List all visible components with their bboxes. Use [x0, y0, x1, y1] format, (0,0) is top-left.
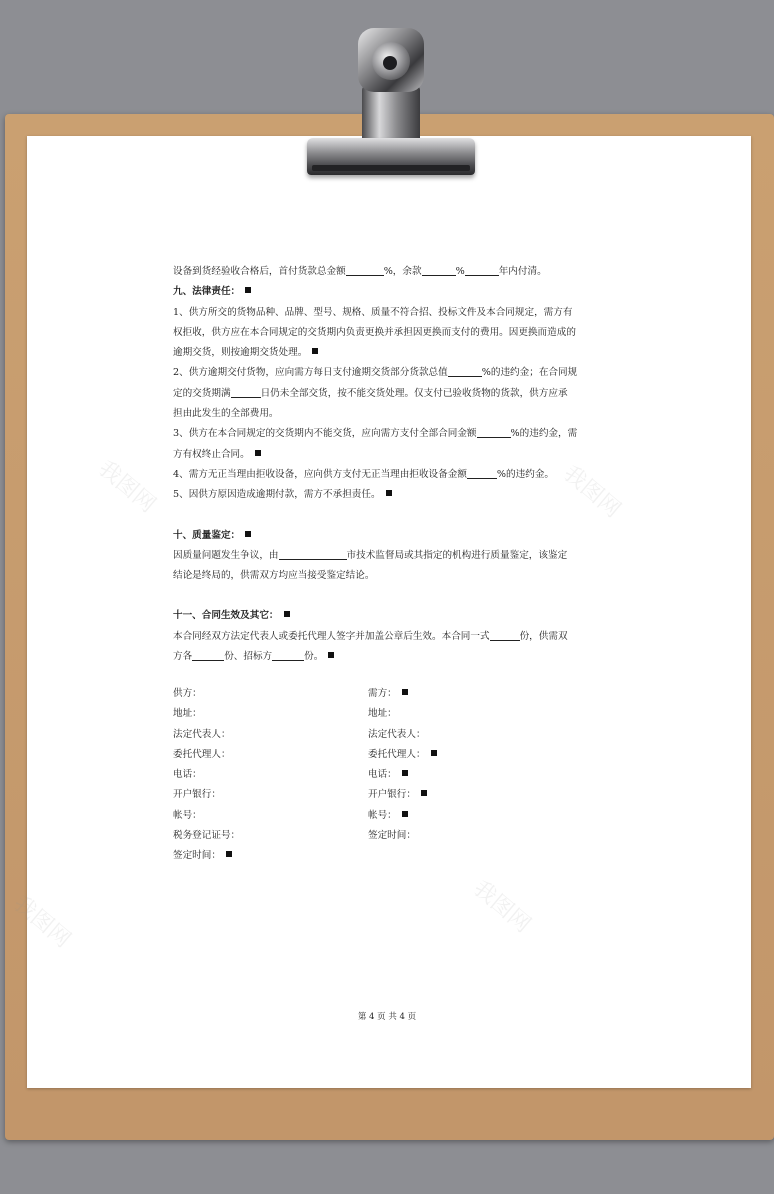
contract-body — [173, 262, 613, 667]
paragraph-line: 3、供方在本合同规定的交货期内不能交货，应向需方支付全部合同金额 %的违约金，需 — [173, 428, 578, 440]
blank-field[interactable] — [422, 264, 456, 276]
signature-field-label: 地址： — [368, 708, 397, 720]
signature-field-label: 地址： — [173, 708, 202, 720]
signature-field-row: 帐号： — [368, 806, 437, 826]
page-number: 第 4 页 共 4 页 — [357, 1012, 417, 1022]
section-11-title: 十一、合同生效及其它： — [173, 606, 613, 626]
paragraph-line: 方有权终止合同。 — [173, 445, 613, 465]
watermark: 我图网 — [93, 456, 161, 518]
blank-field[interactable] — [192, 649, 224, 661]
blank-field[interactable] — [346, 264, 384, 276]
signature-field-row: 电话： — [368, 765, 437, 785]
section-10-title: 十、质量鉴定： — [173, 526, 613, 546]
signature-field-row: 签定时间： — [173, 846, 240, 866]
paragraph-mark-icon — [421, 790, 427, 796]
section-9-title: 九、法律责任： — [173, 282, 613, 302]
paragraph-line: 定的交货期满 日仍未全部交货，按不能交货处理。仅支付已验收货物的货款，供方应承 — [173, 387, 568, 399]
paragraph-mark-icon — [402, 689, 408, 695]
signature-field-label: 法定代表人： — [173, 728, 231, 740]
signature-field-label: 法定代表人： — [368, 728, 426, 740]
blank-field[interactable] — [477, 426, 511, 438]
blank-field[interactable] — [279, 548, 347, 560]
paragraph-mark-icon — [402, 770, 408, 776]
paragraph-line: 担由此发生的全部费用。 — [173, 408, 279, 420]
signature-field-label: 税务登记证号： — [173, 830, 241, 842]
blank-field[interactable] — [231, 386, 261, 398]
signature-field-row: 开户银行： — [368, 785, 437, 805]
paragraph-line: 因质量问题发生争议，由 市技术监督局或其指定的机构进行质量鉴定，该鉴定 — [173, 549, 568, 561]
signature-right — [368, 684, 437, 846]
paragraph-mark-icon — [386, 490, 392, 496]
blank-field[interactable] — [465, 264, 499, 276]
clip-neck — [362, 86, 420, 142]
intro-line: 设备到货经验收合格后，首付货款总金额 %，余款 % 年内付清。 — [173, 266, 547, 277]
watermark: 我图网 — [558, 461, 626, 523]
signature-left — [173, 684, 240, 867]
paragraph-line: 2、供方逾期交付货物，应向需方每日支付逾期交货部分货款总值 %的违约金；在合同规 — [173, 367, 578, 379]
clip-hole — [383, 56, 397, 70]
signature-field-label: 开户银行： — [173, 789, 221, 801]
paragraph-line: 方各 份、招标方 份。 — [173, 647, 613, 667]
signature-field-label: 供方： — [173, 688, 202, 699]
signature-field-label: 电话： — [173, 769, 202, 781]
paragraph-line: 逾期交货，则按逾期交货处理。 — [173, 343, 613, 363]
paragraph-mark-icon — [245, 531, 251, 537]
paragraph-line: 4、需方无正当理由拒收设备，应向供方支付无正当理由拒收设备金额 %的违约金。 — [173, 468, 555, 480]
paragraph-line: 1、供方所交的货物品种、品牌、型号、规格、质量不符合招、投标文件及本合同规定，需方有 — [173, 306, 573, 318]
blank-field[interactable] — [490, 629, 520, 641]
paragraph-mark-icon — [245, 287, 251, 293]
paragraph-mark-icon — [312, 348, 318, 354]
signature-field-label: 帐号： — [173, 809, 202, 821]
signature-field-row: 需方： — [368, 684, 437, 704]
paragraph-line: 权拒收，供方应在本合同规定的交货期内负责更换并承担因更换而支付的费用。因更换而造成的 — [173, 326, 576, 338]
signature-field-row: 委托代理人： — [368, 745, 437, 765]
blank-field[interactable] — [272, 649, 304, 661]
blank-field[interactable] — [467, 467, 497, 479]
paragraph-line: 5、因供方原因造成逾期付款，需方不承担责任。 — [173, 485, 613, 505]
signature-field-label: 签定时间： — [368, 830, 416, 842]
paragraph-mark-icon — [255, 450, 261, 456]
paragraph-line: 结论是终局的，供需双方均应当接受鉴定结论。 — [173, 570, 375, 582]
paragraph-line: 本合同经双方法定代表人或委托代理人签字并加盖公章后生效。本合同一式 份，供需双 — [173, 630, 568, 642]
paragraph-mark-icon — [328, 652, 334, 658]
watermark: 我图网 — [468, 876, 536, 938]
paragraph-mark-icon — [226, 851, 232, 857]
watermark: 我图网 — [8, 891, 76, 953]
paragraph-mark-icon — [284, 611, 290, 617]
clip-base-edge — [312, 165, 470, 171]
signature-field-label: 委托代理人： — [173, 748, 231, 760]
paragraph-mark-icon — [402, 811, 408, 817]
blank-field[interactable] — [448, 365, 482, 377]
paragraph-mark-icon — [431, 750, 437, 756]
